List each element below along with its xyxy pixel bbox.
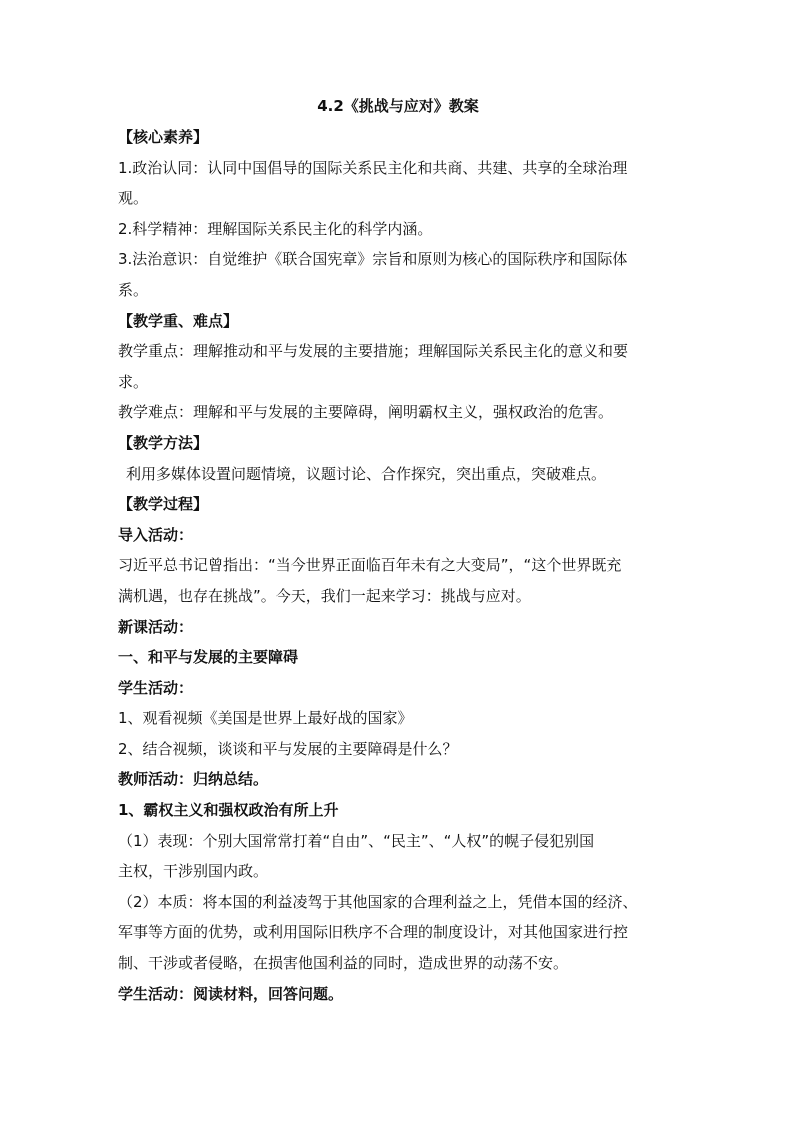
paragraph-line: 习近平总书记曾指出：“当今世界正面临百年未有之大变局”，“这个世界既充	[118, 556, 622, 575]
list-item: 2、结合视频，谈谈和平与发展的主要障碍是什么？	[118, 739, 458, 758]
list-item: 1、观看视频《美国是世界上最好战的国家》	[118, 709, 413, 728]
paragraph-line: 制、干涉或者侵略，在损害他国利益的同时，造成世界的动荡不安。	[118, 954, 569, 973]
paragraph-line: 观。	[118, 189, 149, 208]
paragraph-line: 系。	[118, 280, 149, 299]
paragraph-line: 军事等方面的优势，或利用国际旧秩序不合理的制度设计，对其他国家进行控	[118, 923, 629, 942]
paragraph-line: 利用多媒体设置问题情境，议题讨论、合作探究，突出重点，突破难点。	[126, 464, 607, 483]
subheading-teacher-activity: 教师活动：归纳总结。	[118, 770, 269, 789]
paragraph-line: 满机遇，也存在挑战”。今天，我们一起来学习：挑战与应对。	[118, 586, 531, 605]
subheading-new-lesson: 新课活动：	[118, 617, 194, 636]
heading-key-points: 【教学重、难点】	[118, 311, 239, 330]
section-subheading: 1、霸权主义和强权政治有所上升	[118, 801, 339, 820]
paragraph-line: （1）表现：个别大国常常打着“自由”、“民主”、“人权”的幌子侵犯别国	[118, 831, 595, 850]
heading-core-literacy: 【核心素养】	[118, 128, 209, 146]
subheading-intro-activity: 导入活动：	[118, 525, 194, 544]
paragraph-line: 2.科学精神：理解国际关系民主化的科学内涵。	[118, 219, 433, 238]
subheading-student-activity: 学生活动：	[118, 678, 194, 697]
paragraph-line: 3.法治意识：自觉维护《联合国宪章》宗旨和原则为核心的国际秩序和国际体	[118, 250, 628, 269]
heading-teaching-process: 【教学过程】	[118, 495, 209, 514]
document-body	[118, 92, 678, 1009]
paragraph-line: 主权，干涉别国内政。	[118, 862, 269, 881]
document-title: 4.2《挑战与应对》教案	[317, 97, 479, 115]
paragraph-line: 求。	[118, 372, 149, 391]
subheading-student-activity-2: 学生活动：阅读材料，回答问题。	[118, 984, 344, 1003]
paragraph-line: 1.政治认同：认同中国倡导的国际关系民主化和共商、共建、共享的全球治理	[118, 158, 628, 177]
paragraph-line: 教学重点：理解推动和平与发展的主要措施；理解国际关系民主化的意义和要	[118, 342, 629, 361]
heading-teaching-methods: 【教学方法】	[118, 433, 209, 452]
paragraph-line: （2）本质：将本国的利益凌驾于其他国家的合理利益之上，凭借本国的经济、	[118, 892, 638, 911]
paragraph-line: 教学难点：理解和平与发展的主要障碍，阐明霸权主义，强权政治的危害。	[118, 403, 614, 422]
section-heading: 一、和平与发展的主要障碍	[118, 648, 299, 667]
